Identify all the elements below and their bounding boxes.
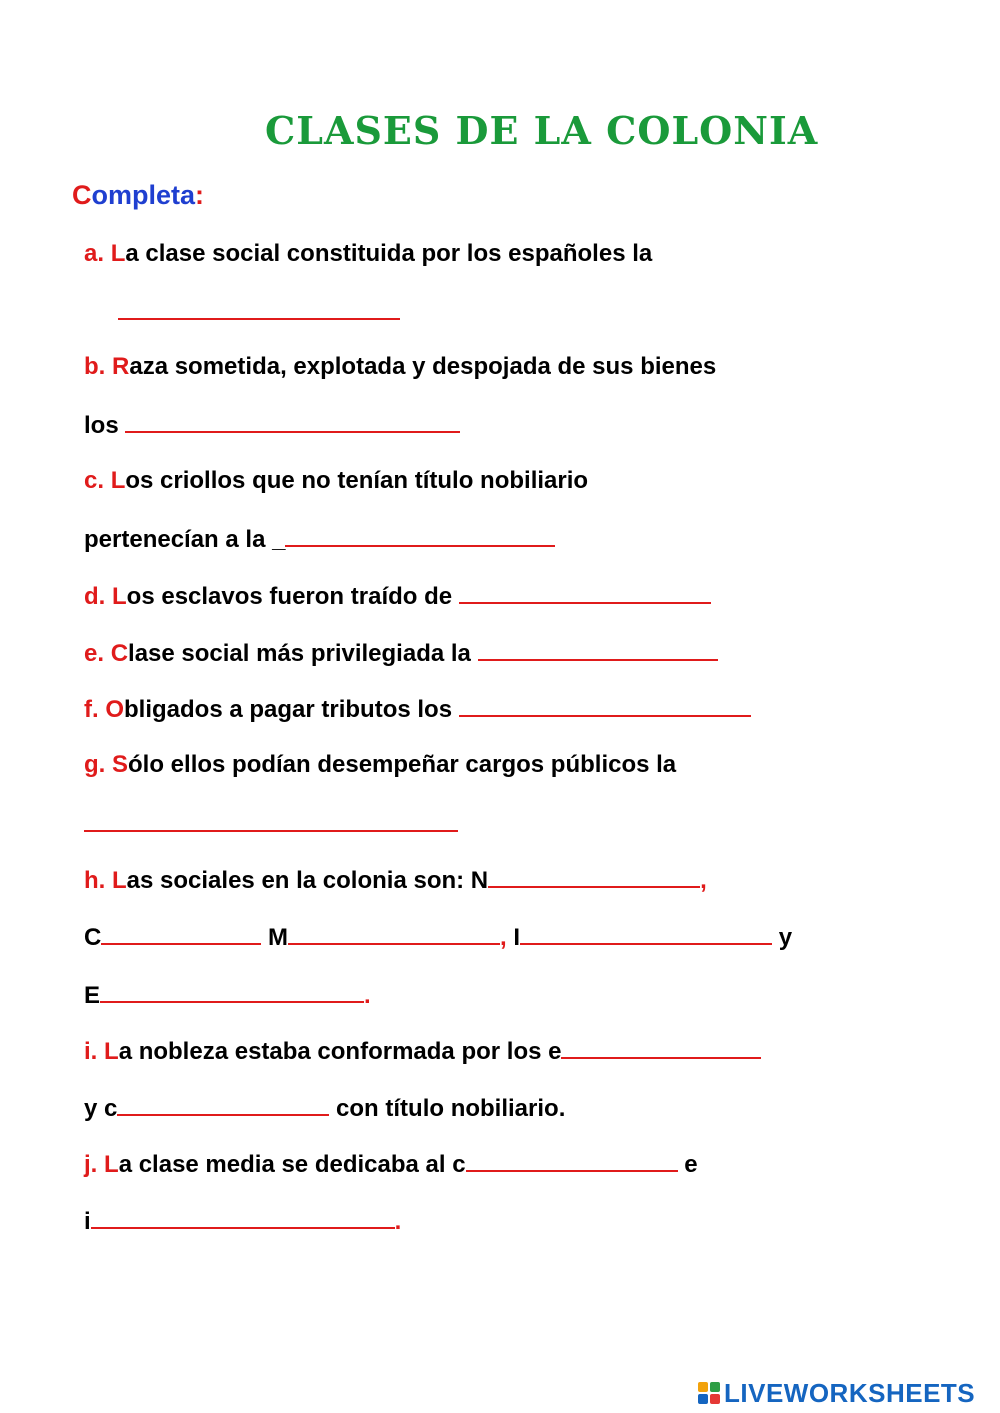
question-i [84, 1035, 761, 1067]
question-initial: L [110, 467, 126, 494]
question-marker: c. [84, 467, 105, 494]
question-text: ólo ellos podían desempeñar cargos públicos la [128, 751, 677, 778]
answer-blank-i-c[interactable] [117, 1092, 329, 1116]
answer-blank-j-i[interactable] [91, 1205, 395, 1229]
question-text: a clase social constituida por los españoles la [125, 240, 653, 267]
question-c [84, 466, 588, 496]
question-initial: C [110, 640, 129, 667]
question-h-cont1 [84, 921, 792, 953]
answer-blank-h-e[interactable] [100, 979, 364, 1003]
question-a [84, 239, 652, 269]
question-initial: L [104, 1151, 119, 1178]
question-initial: L [112, 583, 127, 610]
question-text: aza sometida, explotada y despojada de sus bienes [129, 353, 717, 380]
punctuation: , [500, 924, 507, 951]
answer-blank-e[interactable] [478, 637, 718, 661]
answer-blank-g[interactable] [84, 808, 458, 832]
question-marker: d. [84, 583, 106, 610]
question-h-cont2 [84, 979, 371, 1011]
question-text: pertenecían a la _ [84, 526, 286, 553]
question-b [84, 352, 716, 382]
answer-prefix: I [513, 924, 521, 951]
instruction-colon: : [195, 180, 205, 210]
answer-blank-h-i[interactable] [520, 921, 772, 945]
logo-text: LIVEWORKSHEETS [724, 1377, 976, 1408]
question-marker: e. [84, 640, 105, 667]
punctuation: , [700, 867, 707, 894]
answer-prefix: M [268, 924, 289, 951]
conjunction: e [684, 1151, 698, 1178]
answer-prefix: i [84, 1208, 91, 1235]
instruction-heading [72, 180, 204, 211]
question-initial: L [104, 1038, 119, 1065]
question-initial: O [105, 696, 125, 723]
question-j-cont [84, 1205, 401, 1237]
answer-blank-f[interactable] [459, 693, 751, 717]
question-h [84, 864, 707, 896]
answer-blank-i-e[interactable] [561, 1035, 761, 1059]
question-initial: L [112, 867, 127, 894]
question-j [84, 1148, 698, 1180]
question-b-cont [84, 409, 460, 441]
answer-blank-c[interactable] [285, 523, 555, 547]
question-text: bligados a pagar tributos los [124, 696, 453, 723]
question-g [84, 750, 676, 780]
question-text: a clase media se dedicaba al c [118, 1151, 466, 1178]
question-marker: g. [84, 751, 106, 778]
question-f [84, 693, 751, 725]
question-text: a nobleza estaba conformada por los e [118, 1038, 562, 1065]
question-i-cont [84, 1092, 565, 1124]
answer-blank-h-c[interactable] [101, 921, 261, 945]
liveworksheets-logo[interactable] [698, 1376, 975, 1410]
conjunction: y [778, 924, 793, 951]
instruction-text: ompleta [91, 180, 196, 210]
question-d [84, 580, 711, 612]
question-c-cont [84, 523, 555, 555]
question-text: as sociales en la colonia son: N [126, 867, 489, 894]
answer-prefix: y c [84, 1095, 118, 1122]
question-initial: S [112, 751, 129, 778]
logo-grid-icon [698, 1382, 720, 1404]
question-marker: f. [84, 696, 99, 723]
question-text: lase social más privilegiada la [128, 640, 471, 667]
question-marker: h. [84, 867, 106, 894]
question-marker: j. [84, 1151, 98, 1178]
question-marker: b. [84, 353, 106, 380]
question-text: con título nobiliario. [336, 1095, 566, 1122]
instruction-initial: C [72, 180, 92, 210]
answer-blank-h-m[interactable] [288, 921, 500, 945]
answer-blank-d[interactable] [459, 580, 711, 604]
punctuation: . [394, 1208, 402, 1235]
question-text: os esclavos fueron traído de [126, 583, 453, 610]
question-text: los [84, 412, 119, 439]
question-initial: L [110, 240, 126, 267]
page-title: CLASES DE LA COLONIA [265, 108, 819, 153]
answer-blank-h-n[interactable] [488, 864, 700, 888]
answer-blank-a[interactable] [118, 296, 400, 320]
answer-line-a [118, 296, 400, 328]
answer-blank-b[interactable] [125, 409, 460, 433]
punctuation: . [364, 982, 371, 1009]
question-text: os criollos que no tenían título nobiliario [125, 467, 589, 494]
question-marker: a. [84, 240, 105, 267]
answer-blank-j-c[interactable] [466, 1148, 678, 1172]
question-e [84, 637, 718, 669]
question-marker: i. [84, 1038, 98, 1065]
answer-line-g [84, 808, 458, 840]
question-initial: R [112, 353, 130, 380]
answer-prefix: E [84, 982, 101, 1009]
answer-prefix: C [84, 924, 102, 951]
